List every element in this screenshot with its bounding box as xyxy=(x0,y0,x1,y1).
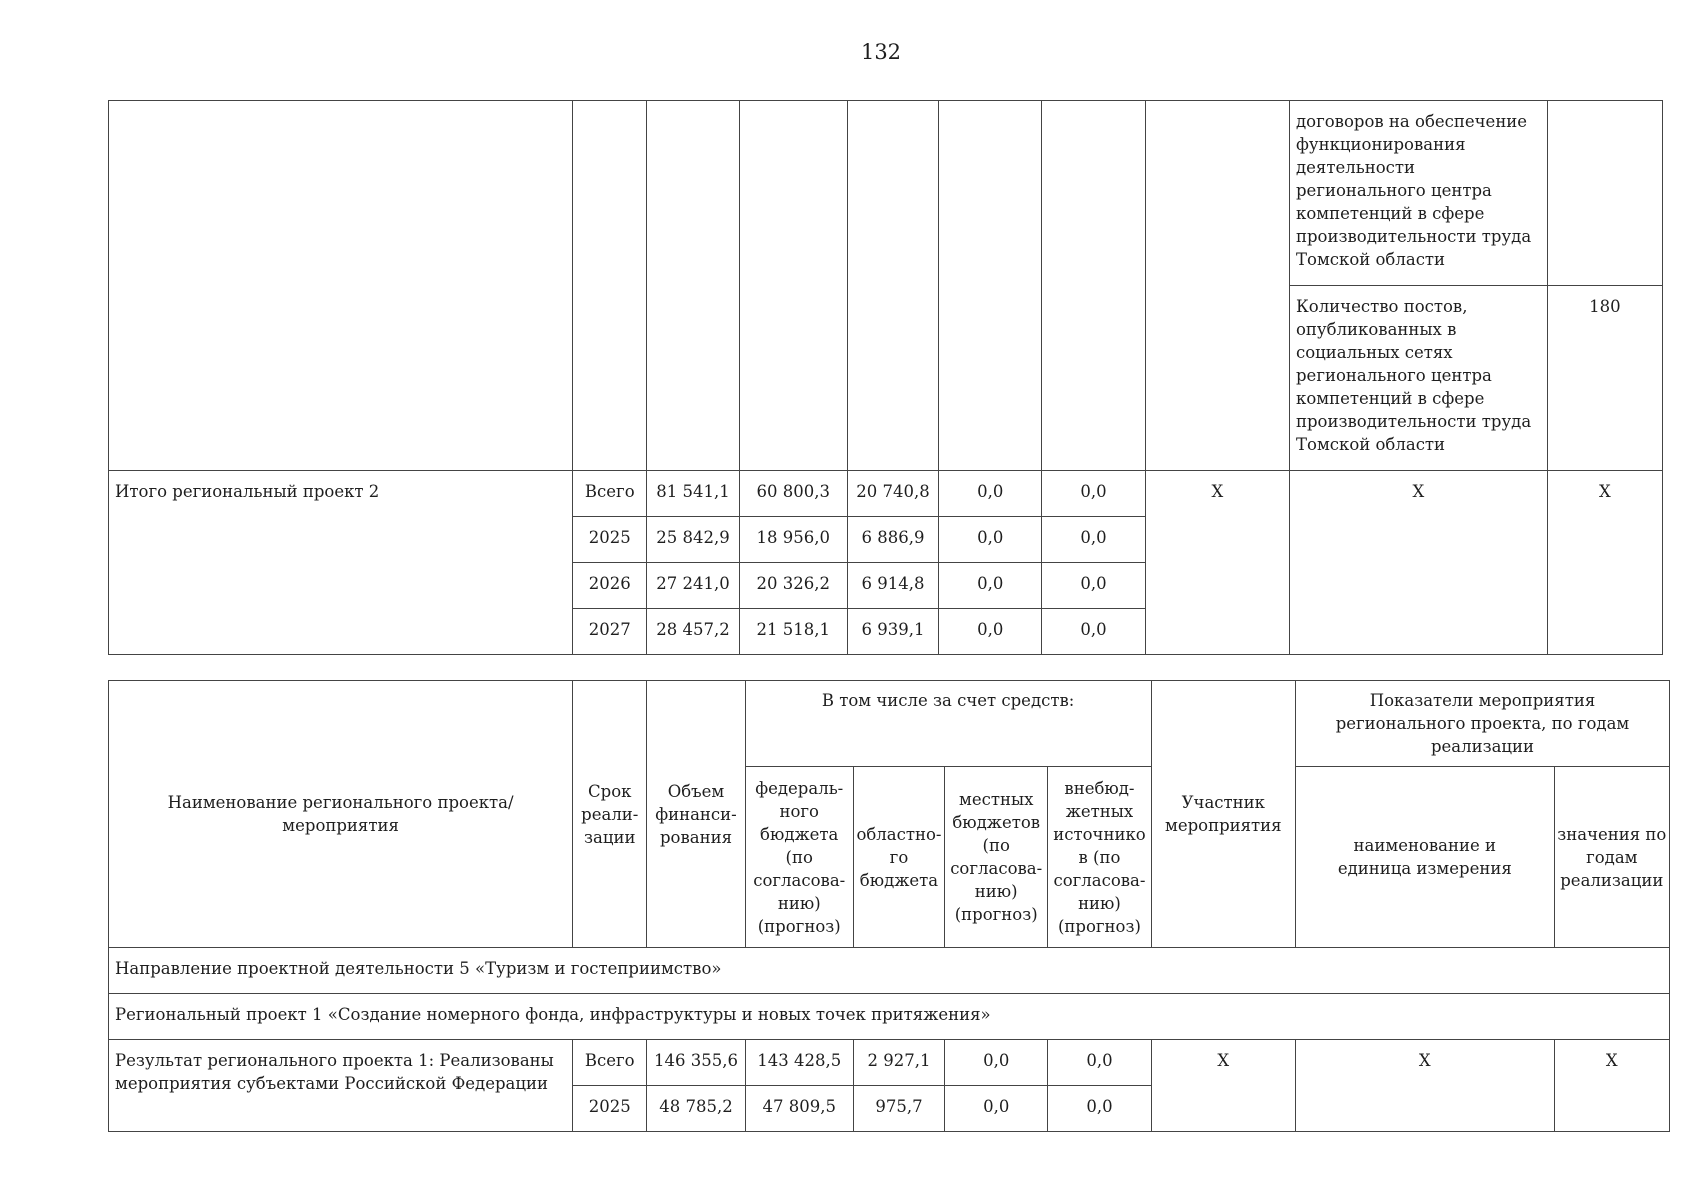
participant-cell: X xyxy=(1151,1040,1295,1132)
volume-cell: 27 241,0 xyxy=(647,563,739,609)
regional-cell: 6 939,1 xyxy=(847,609,938,655)
regional-cell: 6 914,8 xyxy=(847,563,938,609)
extra-cell: 0,0 xyxy=(1048,1086,1151,1132)
volume-cell: 48 785,2 xyxy=(647,1086,745,1132)
period-cell: Всего xyxy=(573,471,647,517)
header-indicator-values: значения по годам реализации xyxy=(1554,767,1669,948)
local-cell: 0,0 xyxy=(939,609,1042,655)
period-cell: Всего xyxy=(573,1040,647,1086)
empty-period-cell xyxy=(573,101,647,471)
indicator-value-cell xyxy=(1547,101,1662,286)
header-sources-group: В том числе за счет средств: xyxy=(745,681,1151,767)
indicator-value-cell: X xyxy=(1547,471,1662,655)
empty-volume-cell xyxy=(647,101,739,471)
participant-cell: X xyxy=(1145,471,1289,655)
budget-table-continuation xyxy=(108,100,1663,655)
local-cell: 0,0 xyxy=(939,563,1042,609)
regional-cell: 975,7 xyxy=(853,1086,944,1132)
regional-cell: 20 740,8 xyxy=(847,471,938,517)
volume-cell: 28 457,2 xyxy=(647,609,739,655)
extra-cell: 0,0 xyxy=(1042,563,1145,609)
extra-cell: 0,0 xyxy=(1042,609,1145,655)
indicator-name-cell: X xyxy=(1295,1040,1554,1132)
volume-cell: 146 355,6 xyxy=(647,1040,745,1086)
federal-cell: 60 800,3 xyxy=(739,471,847,517)
period-cell: 2026 xyxy=(573,563,647,609)
header-name: Наименование регионального проекта/мероприятия xyxy=(109,681,573,948)
regional-cell: 6 886,9 xyxy=(847,517,938,563)
federal-cell: 21 518,1 xyxy=(739,609,847,655)
header-local: местных бюджетов (по согласова-нию) (прогноз) xyxy=(945,767,1048,948)
indicator-name-cell: договоров на обеспечение функционирования деятельности регионального центра компетенций в сфере производительности труда Томской области xyxy=(1290,101,1548,286)
empty-participant-cell xyxy=(1145,101,1289,471)
regional-cell: 2 927,1 xyxy=(853,1040,944,1086)
direction-row: Направление проектной деятельности 5 «Туризм и гостеприимство» xyxy=(109,948,1670,994)
header-volume: Объем финанси-рования xyxy=(647,681,745,948)
header-indicators-group: Показатели мероприятия регионального проекта, по годам реализации xyxy=(1295,681,1669,767)
local-cell: 0,0 xyxy=(939,517,1042,563)
project-row: Региональный проект 1 «Создание номерного фонда, инфраструктуры и новых точек притяжения» xyxy=(109,994,1670,1040)
header-period: Срок реали-зации xyxy=(573,681,647,948)
total-project-name: Итого региональный проект 2 xyxy=(109,471,573,655)
empty-extra-cell xyxy=(1042,101,1145,471)
period-cell: 2025 xyxy=(573,517,647,563)
empty-local-cell xyxy=(939,101,1042,471)
extra-cell: 0,0 xyxy=(1042,517,1145,563)
empty-federal-cell xyxy=(739,101,847,471)
empty-name-cell xyxy=(109,101,573,471)
federal-cell: 143 428,5 xyxy=(745,1040,853,1086)
extra-cell: 0,0 xyxy=(1042,471,1145,517)
indicator-name-cell: Количество постов, опубликованных в социальных сетях регионального центра компетенций в сфере производительности труда Томской области xyxy=(1290,286,1548,471)
federal-cell: 20 326,2 xyxy=(739,563,847,609)
header-extra: внебюд-жетных источников (по согласова-нию) (прогноз) xyxy=(1048,767,1151,948)
page-number: 132 xyxy=(860,40,902,64)
empty-regional-cell xyxy=(847,101,938,471)
federal-cell: 18 956,0 xyxy=(739,517,847,563)
period-cell: 2027 xyxy=(573,609,647,655)
budget-table-tourism xyxy=(108,680,1670,1132)
indicator-name-cell: X xyxy=(1290,471,1548,655)
header-indicator-name: наименование и единица измерения xyxy=(1295,767,1554,948)
indicator-value-cell: X xyxy=(1554,1040,1669,1132)
volume-cell: 25 842,9 xyxy=(647,517,739,563)
local-cell: 0,0 xyxy=(945,1040,1048,1086)
volume-cell: 81 541,1 xyxy=(647,471,739,517)
extra-cell: 0,0 xyxy=(1048,1040,1151,1086)
indicator-value-cell: 180 xyxy=(1547,286,1662,471)
header-federal: федераль-ного бюджета (по согласова-нию) (прогноз) xyxy=(745,767,853,948)
header-regional: областно-го бюджета xyxy=(853,767,944,948)
federal-cell: 47 809,5 xyxy=(745,1086,853,1132)
header-participant: Участник мероприятия xyxy=(1151,681,1295,948)
period-cell: 2025 xyxy=(573,1086,647,1132)
local-cell: 0,0 xyxy=(939,471,1042,517)
result-name: Результат регионального проекта 1: Реализованы мероприятия субъектами Российской Федерации xyxy=(109,1040,573,1132)
local-cell: 0,0 xyxy=(945,1086,1048,1132)
